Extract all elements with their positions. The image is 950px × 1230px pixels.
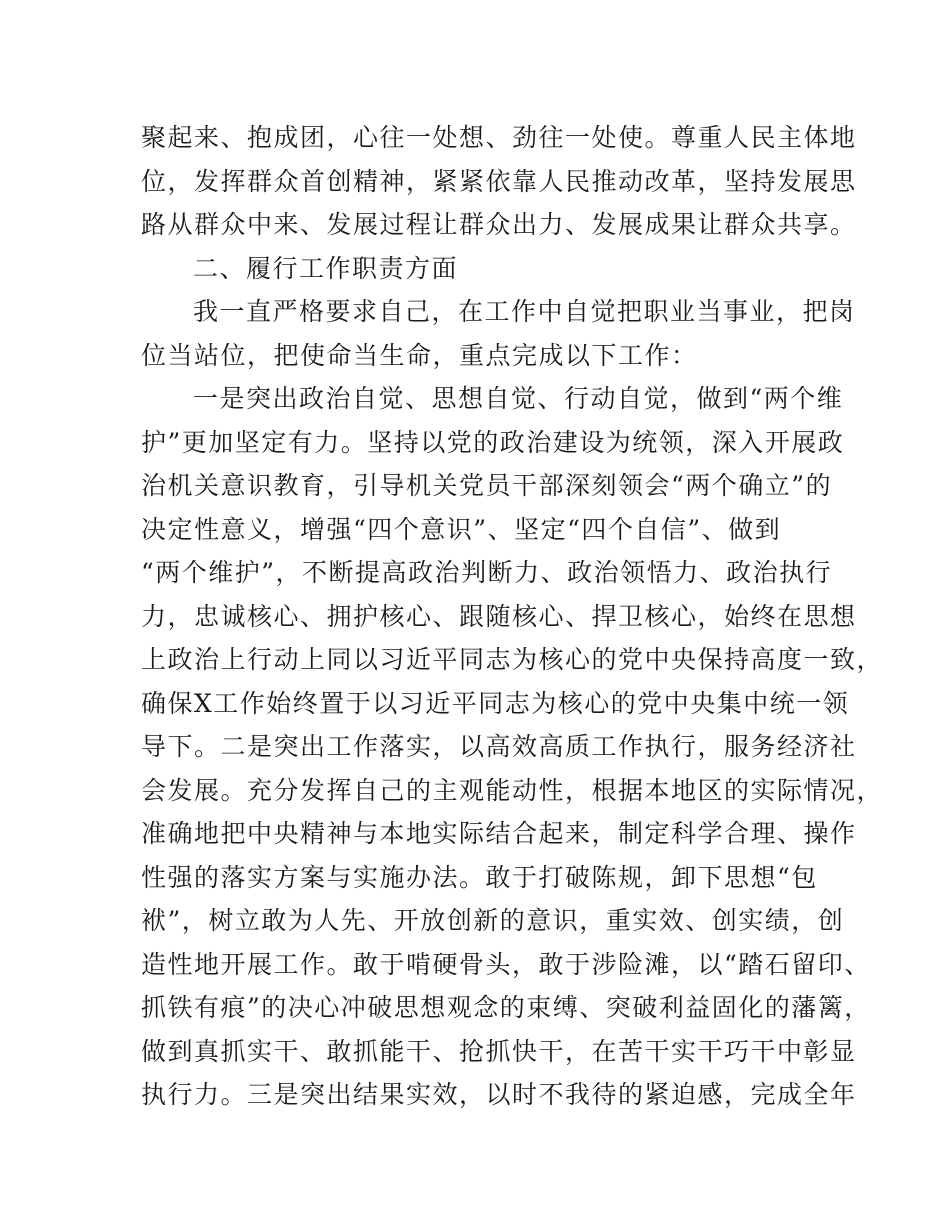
text-line: 我一直严格要求自己，在工作中自觉把职业当事业，把岗 <box>193 297 856 326</box>
text-line: 性强的落实方案与实施办法。敢于打破陈规，卸下思想“包 <box>141 862 818 892</box>
text-line: 路从群众中来、发展过程让群众出力、发展成果让群众共享。 <box>141 210 857 239</box>
text-line: 二、履行工作职责方面 <box>193 253 459 283</box>
text-line: 准确地把中央精神与本地实际结合起来，制定科学合理、操作 <box>141 819 857 848</box>
text-line: 执行力。三是突出结果实效，以时不我待的紧迫感，完成全年 <box>141 1080 857 1109</box>
text-line: 造性地开展工作。敢于啃硬骨头，敢于涉险滩，以“踏石留印、 <box>141 949 871 979</box>
text-line: “两个维护”，不断提高政治判断力、政治领悟力、政治执行 <box>141 558 833 587</box>
text-line: 导下。二是突出工作落实，以高效高质工作执行，服务经济社 <box>141 732 857 761</box>
text-line: 位，发挥群众首创精神，紧紧依靠人民推动改革，坚持发展思 <box>141 166 857 196</box>
text-line: 做到真抓实干、敢抓能干、抢抓快干，在苦干实干巧干中彰显 <box>141 1036 857 1066</box>
text-line: 确保X工作始终置于以习近平同志为核心的党中央集中统一领 <box>141 688 850 718</box>
text-line: 袱”，树立敢为人先、开放创新的意识，重实效、创实绩，创 <box>141 906 845 935</box>
text-line: 抓铁有痕”的决心冲破思想观念的束缚、突破利益固化的藩篱， <box>141 993 871 1022</box>
text-line: 一是突出政治自觉、思想自觉、行动自觉，做到“两个维 <box>193 384 844 413</box>
text-line: 位当站位，把使命当生命，重点完成以下工作： <box>141 340 698 370</box>
text-line: 聚起来、抱成团，心往一处想、劲往一处使。尊重人民主体地 <box>141 123 857 152</box>
body-text <box>141 116 884 1117</box>
text-line: 治机关意识教育，引导机关党员干部深刻领会“两个确立”的 <box>141 471 833 500</box>
text-line: 护”更加坚定有力。坚持以党的政治建设为统领，深入开展政 <box>141 427 845 457</box>
text-line: 决定性意义，增强“四个意识”、坚定“四个自信”、做到 <box>141 514 782 544</box>
text-line: 上政治上行动上同以习近平同志为核心的党中央保持高度一致， <box>141 645 884 674</box>
text-line: 会发展。充分发挥自己的主观能动性，根据本地区的实际情况， <box>141 775 884 805</box>
text-line: 力，忠诚核心、拥护核心、跟随核心、捍卫核心，始终在思想 <box>141 601 857 631</box>
